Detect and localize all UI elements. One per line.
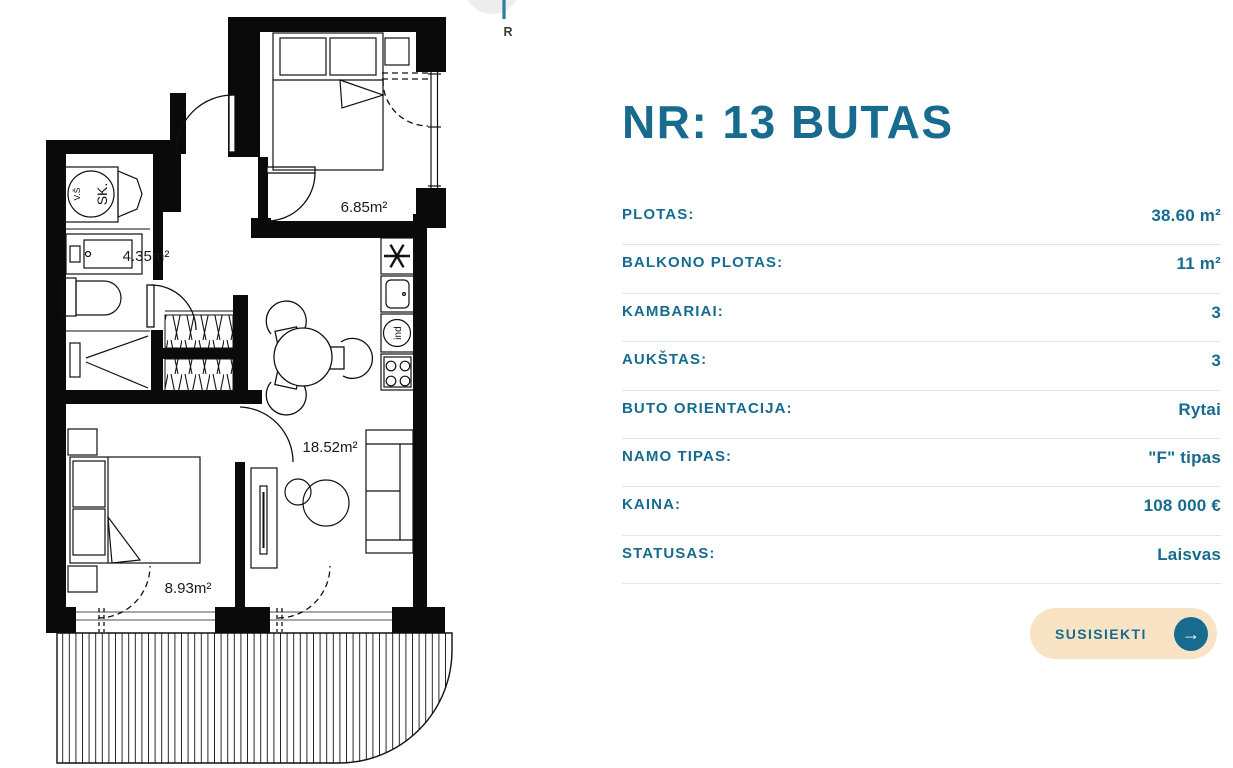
- dishwasher-label: ind: [393, 326, 404, 340]
- floorplan-svg: [0, 0, 570, 768]
- sofa: [366, 430, 413, 553]
- area-label-bathroom: 4.35m²: [122, 248, 170, 265]
- arrow-right-icon: →: [1174, 617, 1208, 651]
- side-table: [285, 479, 311, 505]
- stove: [381, 354, 414, 390]
- spec-row: [622, 439, 1221, 487]
- spec-label: BALKONO PLOTAS:: [622, 254, 784, 272]
- nightstand: [68, 566, 97, 592]
- water-heater-label: V.Š: [72, 187, 82, 201]
- details-panel: [622, 0, 1221, 768]
- spec-label: KAINA:: [622, 496, 682, 514]
- spec-row: [622, 197, 1221, 245]
- spec-row: [622, 342, 1221, 390]
- spec-label: AUKŠTAS:: [622, 351, 708, 369]
- spec-row: [622, 536, 1221, 584]
- spec-table: [622, 197, 1221, 584]
- bed-bottom: [68, 429, 200, 592]
- washer-label: SK.: [94, 182, 110, 206]
- compass-label: R: [503, 25, 513, 39]
- spec-row: [622, 391, 1221, 439]
- spec-row: [622, 245, 1221, 293]
- spec-label: PLOTAS:: [622, 206, 695, 223]
- spec-row: [622, 487, 1221, 535]
- spec-value: "F" tipas: [1148, 447, 1221, 467]
- spec-value: 3: [1211, 302, 1221, 322]
- contact-button[interactable]: [1030, 608, 1217, 659]
- tv-stand: [251, 468, 277, 568]
- floorplan: [0, 0, 570, 768]
- table: [274, 328, 332, 386]
- spec-label: NAMO TIPAS:: [622, 447, 733, 465]
- spec-label: BUTO ORIENTACIJA:: [622, 399, 793, 417]
- balcony: [57, 633, 452, 763]
- spec-value: 11 m²: [1176, 254, 1221, 274]
- spec-value: 108 000 €: [1143, 496, 1221, 516]
- spec-label: STATUSAS:: [622, 544, 716, 562]
- compass-circle: [464, 0, 520, 14]
- shower: [70, 336, 148, 388]
- spec-value: Rytai: [1178, 399, 1221, 419]
- spec-value: Laisvas: [1157, 544, 1221, 564]
- spec-value: 3: [1211, 351, 1221, 371]
- page-title: NR: 13 BUTAS: [622, 96, 954, 148]
- area-label-bedroom-top: 6.85m²: [340, 199, 388, 216]
- compass: [464, 0, 520, 39]
- area-label-living: 18.52m²: [302, 439, 358, 456]
- spec-value: 38.60 m²: [1151, 206, 1221, 225]
- area-label-bedroom-bottom: 8.93m²: [164, 580, 212, 597]
- washer-labels: [72, 183, 110, 206]
- spec-row: [622, 294, 1221, 342]
- contact-button-label: SUSISIEKTI: [1055, 625, 1147, 642]
- nightstand: [68, 429, 97, 455]
- kitchen: [381, 238, 414, 390]
- vent-star-icon: [384, 245, 410, 268]
- doors: [98, 73, 428, 632]
- nightstand: [385, 38, 409, 65]
- dining-table: [266, 301, 372, 415]
- balcony-deck: [57, 633, 452, 763]
- spec-label: KAMBARIAI:: [622, 302, 724, 320]
